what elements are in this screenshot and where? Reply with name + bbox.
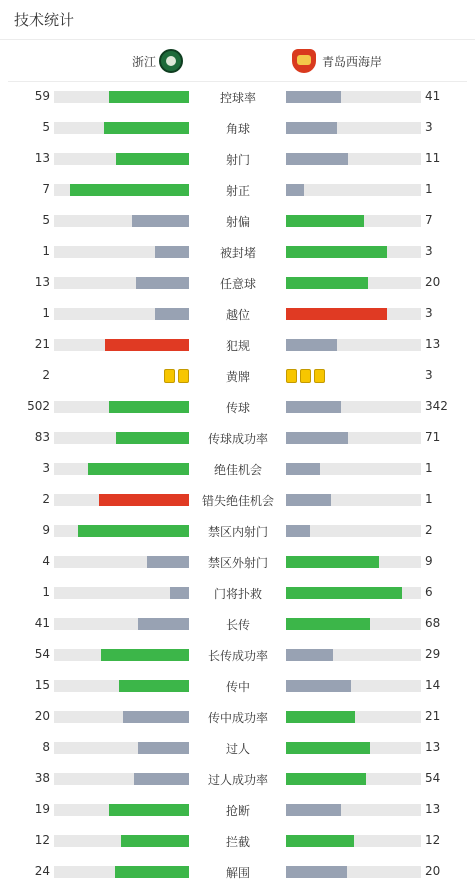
away-stat-bar-track: [286, 742, 421, 754]
home-stat-value: 5: [42, 120, 50, 134]
home-stat-bar-track: [54, 773, 189, 785]
away-stat-value: 68: [425, 616, 441, 630]
home-stat-value: 12: [34, 833, 50, 847]
away-stat-bar-track: [286, 339, 421, 351]
away-stat-value: 1: [425, 182, 433, 196]
away-stat-bar-track: [286, 432, 421, 444]
home-stat-value: 38: [34, 771, 50, 785]
home-stat-value: 4: [42, 554, 50, 568]
home-stat-value: 41: [34, 616, 50, 630]
away-stat-bar: [286, 680, 351, 692]
stat-label: 禁区内射门: [207, 525, 268, 539]
home-stat-bar-track: [54, 494, 189, 506]
home-stat-value: 2: [42, 368, 50, 382]
away-stat-value: 13: [425, 337, 441, 351]
stat-label: 控球率: [219, 91, 256, 105]
away-stat-bar: [286, 401, 341, 413]
home-stat-value: 13: [34, 275, 50, 289]
stat-label: 过人成功率: [207, 773, 268, 787]
away-stat-value: 12: [425, 833, 441, 847]
away-stat-bar: [286, 277, 368, 289]
stat-label: 门将扑救: [213, 587, 262, 601]
home-stat-value: 9: [42, 523, 50, 537]
home-stat-bar-track: [54, 525, 189, 537]
home-stat-bar-track: [54, 866, 189, 878]
away-team[interactable]: [292, 40, 382, 82]
home-stat-bar-track: [54, 401, 189, 413]
stat-row: [0, 671, 475, 702]
home-stat-bar: [104, 122, 189, 134]
stat-row: [0, 82, 475, 113]
away-stat-bar-track: [286, 804, 421, 816]
home-stat-bar: [109, 91, 189, 103]
stat-label: 射偏: [225, 215, 250, 229]
away-stat-bar-track: [286, 246, 421, 258]
stat-label: 黄牌: [225, 370, 250, 384]
home-stat-bar-track: [54, 556, 189, 568]
away-stat-bar: [286, 184, 304, 196]
away-stat-value: 14: [425, 678, 441, 692]
stat-row: [0, 702, 475, 733]
away-stat-bar-track: [286, 773, 421, 785]
away-stat-value: 21: [425, 709, 441, 723]
home-stat-value: 13: [34, 151, 50, 165]
stat-row: [0, 516, 475, 547]
away-stat-bar: [286, 153, 348, 165]
home-stat-bar-track: [54, 339, 189, 351]
stat-row: [0, 826, 475, 857]
away-stat-bar: [286, 91, 341, 103]
stat-row: [0, 795, 475, 826]
stat-label: 犯规: [225, 339, 250, 353]
home-stat-bar-track: [54, 308, 189, 320]
away-stat-bar-track: [286, 153, 421, 165]
stat-label: 解围: [225, 866, 250, 880]
home-stat-bar: [136, 277, 189, 289]
away-stat-bar-track: [286, 835, 421, 847]
away-stat-bar-track: [286, 91, 421, 103]
home-stat-bar: [147, 556, 189, 568]
home-stat-value: 20: [34, 709, 50, 723]
home-stat-bar: [155, 246, 189, 258]
away-stat-bar: [286, 556, 379, 568]
home-stat-value: 7: [42, 182, 50, 196]
stat-row: [0, 113, 475, 144]
away-stat-bar: [286, 122, 337, 134]
away-stat-value: 342: [425, 399, 448, 413]
away-stat-bar: [286, 308, 387, 320]
home-stat-value: 83: [34, 430, 50, 444]
away-stat-value: 20: [425, 275, 441, 289]
yellow-card-icon: [314, 369, 325, 383]
home-stat-bar-track: [54, 649, 189, 661]
home-stat-bar-track: [54, 184, 189, 196]
stat-row: [0, 237, 475, 268]
away-stat-value: 54: [425, 771, 441, 785]
away-stat-bar: [286, 742, 370, 754]
home-stat-bar: [116, 432, 189, 444]
away-stat-bar-track: [286, 308, 421, 320]
home-stat-value: 3: [42, 461, 50, 475]
away-team-badge-icon: [292, 49, 316, 73]
stat-label: 长传成功率: [207, 649, 268, 663]
stat-row: [0, 330, 475, 361]
away-stat-value: 3: [425, 368, 433, 382]
home-stat-value: 59: [34, 89, 50, 103]
away-stat-value: 13: [425, 740, 441, 754]
home-stat-value: 1: [42, 244, 50, 258]
home-stat-bar: [101, 649, 189, 661]
stat-label: 射门: [225, 153, 250, 167]
section-header: [0, 0, 475, 40]
stat-row: [0, 640, 475, 671]
home-stat-bar: [170, 587, 189, 599]
stat-label: 传球: [225, 401, 250, 415]
stat-label: 角球: [225, 122, 250, 136]
away-stat-bar-track: [286, 277, 421, 289]
home-stat-bar: [134, 773, 189, 785]
home-stat-bar: [115, 866, 189, 878]
away-stat-bar-track: [286, 649, 421, 661]
home-yellow-cards: [164, 369, 189, 383]
home-stat-bar: [109, 401, 189, 413]
away-stat-value: 41: [425, 89, 441, 103]
home-team-badge-icon: [159, 49, 183, 73]
away-stat-bar-track: [286, 494, 421, 506]
home-stat-bar: [132, 215, 189, 227]
home-stat-bar-track: [54, 122, 189, 134]
home-stat-bar-track: [54, 835, 189, 847]
away-stat-bar: [286, 835, 354, 847]
stat-label: 长传: [225, 618, 250, 632]
home-stat-bar-track: [54, 711, 189, 723]
away-stat-bar-track: [286, 587, 421, 599]
stat-row: [0, 175, 475, 206]
away-stat-bar: [286, 525, 310, 537]
away-stat-bar-track: [286, 525, 421, 537]
away-stat-bar: [286, 773, 366, 785]
home-stat-bar-track: [54, 215, 189, 227]
stat-label: 绝佳机会: [213, 463, 262, 477]
home-stat-value: 8: [42, 740, 50, 754]
away-stat-value: 3: [425, 306, 433, 320]
home-stat-value: 1: [42, 306, 50, 320]
away-stat-value: 7: [425, 213, 433, 227]
home-stat-bar-track: [54, 432, 189, 444]
stat-label: 抢断: [225, 804, 250, 818]
yellow-card-icon: [178, 369, 189, 383]
stat-row: [0, 206, 475, 237]
home-stat-value: 15: [34, 678, 50, 692]
stat-row: [0, 578, 475, 609]
home-stat-bar: [70, 184, 189, 196]
stat-label: 越位: [225, 308, 250, 322]
stat-row: [0, 268, 475, 299]
home-stat-bar-track: [54, 246, 189, 258]
away-stat-bar-track: [286, 184, 421, 196]
home-stat-bar-track: [54, 618, 189, 630]
teams-row: [8, 40, 467, 82]
away-stat-bar-track: [286, 463, 421, 475]
away-team-name: 青岛西海岸: [322, 54, 383, 69]
away-stat-value: 11: [425, 151, 441, 165]
stat-row: [0, 392, 475, 423]
stat-label: 错失绝佳机会: [201, 494, 274, 508]
home-stat-value: 54: [34, 647, 50, 661]
yellow-card-icon: [300, 369, 311, 383]
away-stat-bar-track: [286, 556, 421, 568]
away-stat-value: 3: [425, 244, 433, 258]
home-stat-bar: [119, 680, 189, 692]
away-stat-bar-track: [286, 122, 421, 134]
away-stat-value: 71: [425, 430, 441, 444]
home-stat-bar-track: [54, 742, 189, 754]
away-stat-value: 3: [425, 120, 433, 134]
home-stat-value: 1: [42, 585, 50, 599]
stat-label: 拦截: [225, 835, 250, 849]
away-stat-bar: [286, 804, 341, 816]
home-stat-bar: [99, 494, 189, 506]
home-stat-value: 24: [34, 864, 50, 878]
stat-row: [0, 547, 475, 578]
yellow-card-icon: [286, 369, 297, 383]
home-stat-value: 21: [34, 337, 50, 351]
away-stat-bar-track: [286, 215, 421, 227]
away-stat-value: 1: [425, 492, 433, 506]
away-yellow-cards: [286, 369, 325, 383]
home-stat-bar: [121, 835, 189, 847]
away-stat-bar-track: [286, 401, 421, 413]
home-stat-bar-track: [54, 463, 189, 475]
home-stat-bar: [116, 153, 189, 165]
away-stat-value: 1: [425, 461, 433, 475]
stat-label: 被封堵: [219, 246, 256, 260]
home-stat-bar-track: [54, 153, 189, 165]
stat-row: [0, 733, 475, 764]
home-stat-bar: [138, 742, 189, 754]
home-stat-value: 2: [42, 492, 50, 506]
home-stat-bar-track: [54, 804, 189, 816]
stat-label: 射正: [225, 184, 250, 198]
home-stat-bar: [105, 339, 189, 351]
away-stat-bar: [286, 463, 320, 475]
home-stat-bar: [138, 618, 189, 630]
home-team[interactable]: [132, 40, 183, 82]
away-stat-value: 2: [425, 523, 433, 537]
stat-row: [0, 299, 475, 330]
home-stat-bar-track: [54, 587, 189, 599]
section-title: 技术统计: [14, 11, 75, 29]
away-stat-bar: [286, 246, 387, 258]
home-stat-bar: [155, 308, 189, 320]
home-stat-bar: [123, 711, 189, 723]
stat-row: [0, 857, 475, 888]
stat-label: 任意球: [219, 277, 256, 291]
away-stat-bar-track: [286, 711, 421, 723]
stat-label: 禁区外射门: [207, 556, 268, 570]
away-stat-bar: [286, 618, 370, 630]
stat-row: [0, 361, 475, 392]
away-stat-bar: [286, 215, 364, 227]
away-stat-bar: [286, 587, 402, 599]
home-stat-value: 5: [42, 213, 50, 227]
stat-row: [0, 423, 475, 454]
away-stat-bar: [286, 432, 348, 444]
stat-row: [0, 485, 475, 516]
away-stat-bar: [286, 711, 355, 723]
home-stat-bar-track: [54, 91, 189, 103]
stat-row: [0, 144, 475, 175]
home-team-name: 浙江: [131, 54, 156, 69]
away-stat-value: 20: [425, 864, 441, 878]
away-stat-value: 6: [425, 585, 433, 599]
away-stat-bar: [286, 866, 347, 878]
home-stat-bar: [88, 463, 189, 475]
away-stat-bar: [286, 494, 331, 506]
home-stat-bar-track: [54, 680, 189, 692]
stat-label: 传球成功率: [207, 432, 268, 446]
away-stat-bar: [286, 339, 337, 351]
stat-label: 传中: [225, 680, 250, 694]
away-stat-value: 13: [425, 802, 441, 816]
stat-label: 过人: [225, 742, 250, 756]
stat-row: [0, 764, 475, 795]
home-stat-value: 502: [27, 399, 50, 413]
yellow-card-icon: [164, 369, 175, 383]
stat-row: [0, 454, 475, 485]
stat-label: 传中成功率: [207, 711, 268, 725]
home-stat-bar: [109, 804, 189, 816]
stat-row: [0, 609, 475, 640]
away-stat-bar-track: [286, 618, 421, 630]
away-stat-value: 9: [425, 554, 433, 568]
away-stat-bar-track: [286, 680, 421, 692]
home-stat-bar: [78, 525, 189, 537]
away-stat-value: 29: [425, 647, 441, 661]
away-stat-bar: [286, 649, 333, 661]
home-stat-bar-track: [54, 277, 189, 289]
home-stat-value: 19: [34, 802, 50, 816]
away-stat-bar-track: [286, 866, 421, 878]
